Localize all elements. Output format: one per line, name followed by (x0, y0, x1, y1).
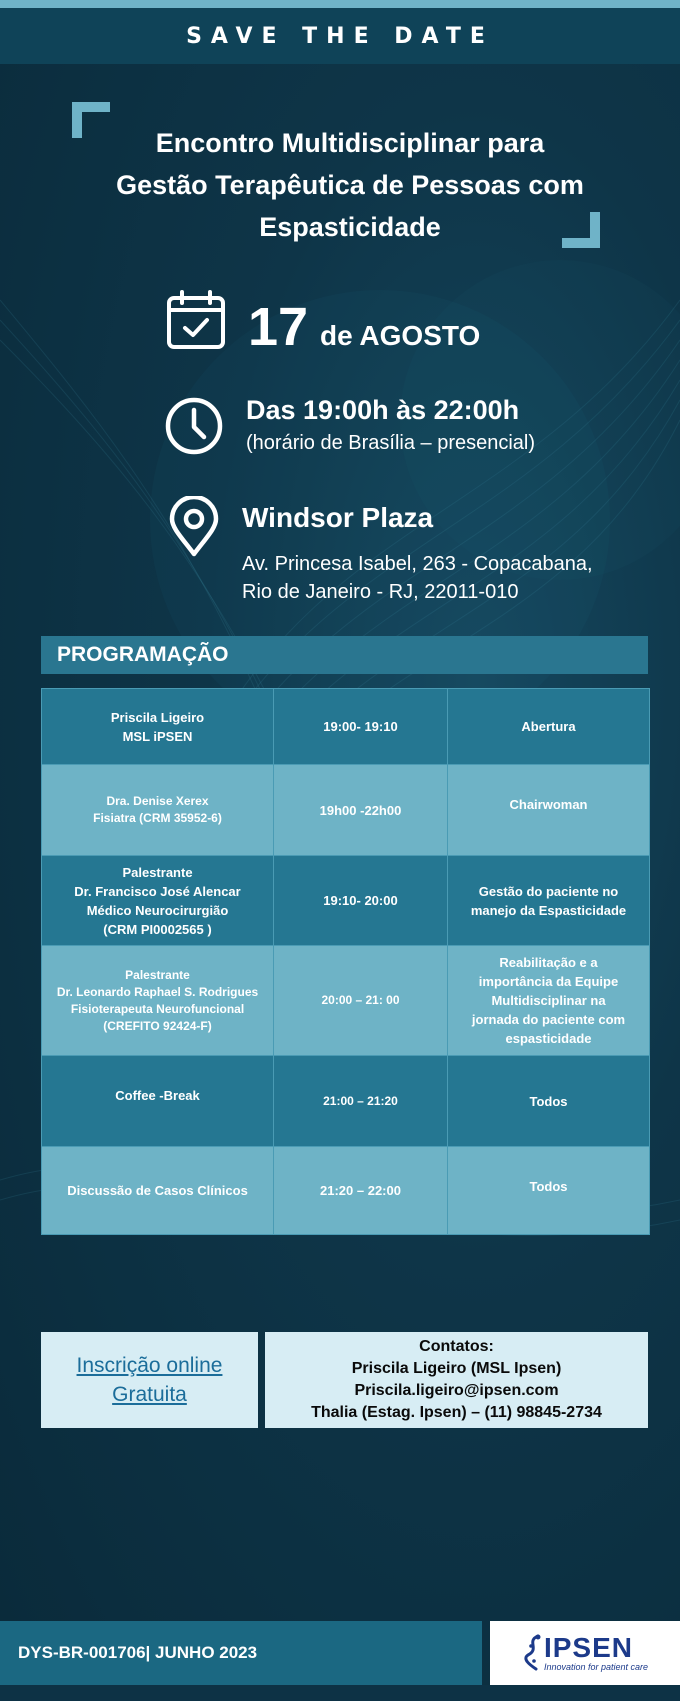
table-row (42, 1056, 650, 1147)
speaker-line: (CREFITO 92424-F) (103, 1018, 212, 1033)
topic-cell (448, 1056, 650, 1147)
speaker-line: Dr. Francisco José Alencar (74, 883, 241, 899)
event-date-month: de AGOSTO (320, 320, 481, 351)
event-title-line: Espasticidade (259, 212, 441, 242)
logo-name: IPSEN (543, 1632, 633, 1663)
speaker-line: Fisiatra (CRM 35952-6) (93, 811, 222, 825)
speaker-cell (42, 946, 274, 1056)
event-date-day: 17 (248, 297, 309, 357)
speaker-line: Dr. Leonardo Raphael S. Rodrigues (56, 984, 259, 999)
contacts-line: Priscila.ligeiro@ipsen.com (354, 1382, 559, 1399)
calendar-check-icon (166, 290, 226, 350)
topic-line: Gestão do paciente no (478, 883, 619, 899)
ipsen-logo-icon (522, 1633, 544, 1673)
logo-tagline: Innovation for patient care (543, 1662, 649, 1672)
table-row (42, 946, 650, 1056)
speaker-line: Priscila Ligeiro (110, 709, 205, 725)
topic-cell (448, 856, 650, 946)
speaker-line: Discussão de Casos Clínicos (67, 1183, 248, 1198)
topic-cell (448, 1147, 650, 1235)
event-title-line: Gestão Terapêutica de Pessoas com (116, 170, 584, 200)
speaker-line: MSL iPSEN (122, 728, 193, 744)
speaker-cell (42, 765, 274, 856)
speaker-cell (42, 689, 274, 765)
table-row (42, 689, 650, 765)
topic-cell (448, 689, 650, 765)
topic-line: Reabilitação e a (499, 955, 598, 970)
speaker-line: Coffee -Break (115, 1088, 200, 1103)
document-code: DYS-BR-001706| JUNHO 2023 (18, 1643, 258, 1662)
contacts-line: Thalia (Estag. Ipsen) – (11) 98845-2734 (311, 1404, 602, 1421)
time-cell: 20:00 – 21: 00 (274, 946, 448, 1056)
footer-code-bar (0, 1621, 482, 1685)
event-title-line: Encontro Multidisciplinar para (155, 128, 545, 158)
speaker-line: (CRM PI0002565 ) (103, 921, 212, 937)
speaker-cell (42, 1056, 274, 1147)
ipsen-logo (522, 1633, 648, 1673)
registration-link[interactable] (41, 1332, 258, 1428)
topic-line: Multidisciplinar na (491, 993, 606, 1008)
speaker-cell (42, 856, 274, 946)
program-heading-bar (41, 636, 648, 674)
speaker-line: Palestrante (122, 864, 193, 880)
topic-line: manejo da Espasticidade (470, 902, 627, 918)
topic-line: Chairwoman (509, 797, 588, 812)
time-cell: 21:00 – 21:20 (274, 1056, 448, 1147)
topic-line: Abertura (521, 719, 576, 734)
topic-line: importância da Equipe (478, 974, 619, 989)
event-time: Das 19:00h às 22:00h (246, 395, 520, 425)
speaker-cell (42, 1147, 274, 1235)
bottom-strip (0, 1685, 680, 1701)
contacts-line: Contatos: (419, 1338, 494, 1355)
contacts-box (265, 1332, 648, 1428)
topic-line: Todos (529, 1093, 568, 1109)
footer-logo-area (490, 1621, 680, 1685)
header-banner (0, 8, 680, 64)
clock-icon (164, 396, 224, 456)
speaker-line: Dra. Denise Xerex (106, 794, 209, 808)
venue-address-line: Rio de Janeiro - RJ, 22011-010 (242, 581, 519, 603)
speaker-line: Palestrante (125, 967, 190, 982)
program-heading: PROGRAMAÇÃO (57, 643, 229, 666)
registration-line[interactable]: Inscrição online (76, 1354, 223, 1377)
time-cell: 19:00- 19:10 (274, 689, 448, 765)
table-row (42, 1147, 650, 1235)
speaker-line: Fisioterapeuta Neurofuncional (70, 1001, 245, 1016)
contacts-line: Priscila Ligeiro (MSL Ipsen) (351, 1360, 562, 1377)
program-table (41, 688, 650, 1235)
top-accent-line (0, 0, 680, 8)
time-cell: 19:10- 20:00 (274, 856, 448, 946)
time-cell: 21:20 – 22:00 (274, 1147, 448, 1235)
location-pin-icon (168, 496, 220, 558)
save-the-date-title: SAVE THE DATE (186, 23, 494, 49)
speaker-line: Médico Neurocirurgião (86, 902, 229, 918)
topic-cell (448, 765, 650, 856)
table-row (42, 856, 650, 946)
topic-line: Todos (529, 1179, 568, 1194)
topic-cell (448, 946, 650, 1056)
topic-line: espasticidade (505, 1031, 592, 1046)
table-row (42, 765, 650, 856)
venue-name: Windsor Plaza (242, 502, 434, 533)
event-title (90, 122, 610, 248)
event-time-note: (horário de Brasília – presencial) (246, 432, 536, 454)
topic-line: jornada do paciente com (471, 1012, 626, 1027)
registration-line[interactable]: Gratuita (112, 1383, 187, 1406)
venue-address (242, 550, 593, 606)
venue-address-line: Av. Princesa Isabel, 263 - Copacabana, (242, 553, 593, 575)
time-cell: 19h00 -22h00 (274, 765, 448, 856)
